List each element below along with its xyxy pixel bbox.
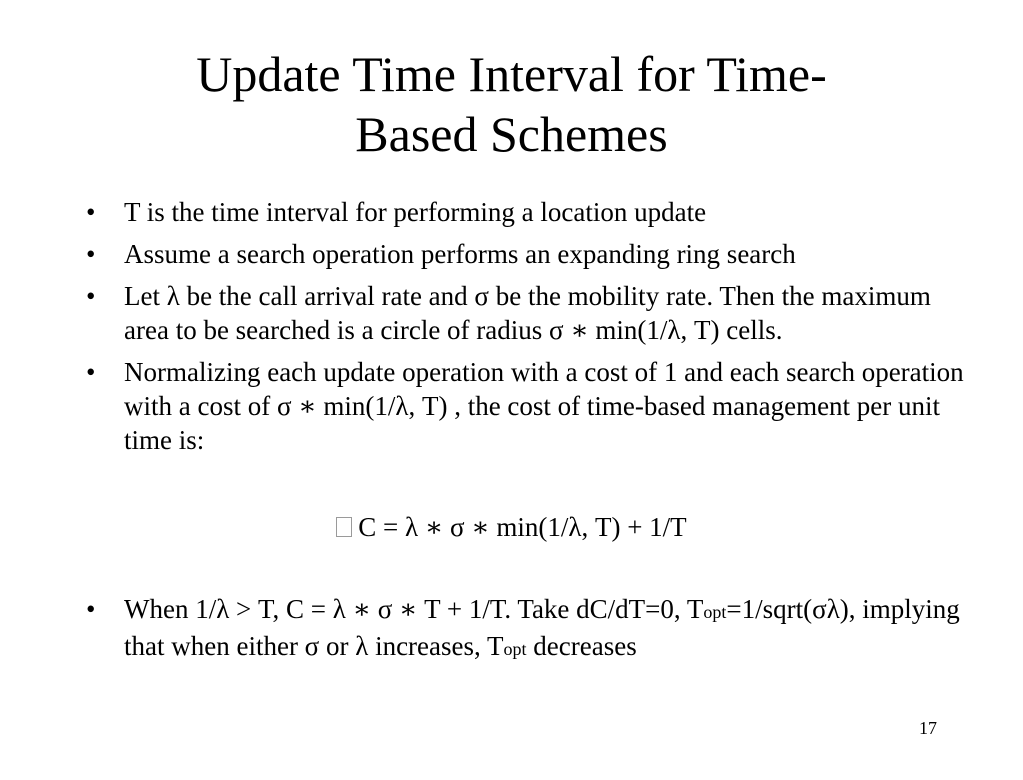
slide-title-line-2: Based Schemes xyxy=(355,106,668,162)
bullet-item: • Let λ be the call arrival rate and σ be the mobility rate. Then the maximum area to be searched is a circle of radius σ ∗ min(1/λ, T) cells. xyxy=(86,279,966,347)
subscript-opt: opt xyxy=(503,639,527,659)
bullet-item: • Normalizing each update operation with a cost of 1 and each search operation with a cost of σ ∗ min(1/λ, T) , the cost of time-based management per unit time is: xyxy=(86,355,966,457)
cost-formula-text: C = λ ∗ σ ∗ min(1/λ, T) + 1/T xyxy=(358,512,687,542)
missing-glyph-icon xyxy=(336,517,352,537)
subscript-opt: opt xyxy=(703,602,727,622)
slide-title-line-1: Update Time Interval for Time- xyxy=(196,46,827,102)
bullet-text-part-1: When 1/λ > T, C = λ ∗ σ ∗ T + 1/T. Take dC/dT=0, T xyxy=(124,594,704,624)
bullet-list xyxy=(86,195,966,465)
bullet-list-second xyxy=(86,592,966,674)
bullet-item: • Assume a search operation performs an expanding ring search xyxy=(86,237,966,271)
bullet-text-part-2: =1/sqrt(σλ), implying that when either σ or λ increases, T xyxy=(124,594,960,661)
bullet-item: • T is the time interval for performing a location update xyxy=(86,195,966,229)
bullet-text-part-3: decreases xyxy=(526,631,637,661)
bullet-item xyxy=(86,592,966,666)
slide-title xyxy=(60,44,963,164)
page-number: 17 xyxy=(919,718,937,738)
cost-formula xyxy=(0,510,1023,544)
